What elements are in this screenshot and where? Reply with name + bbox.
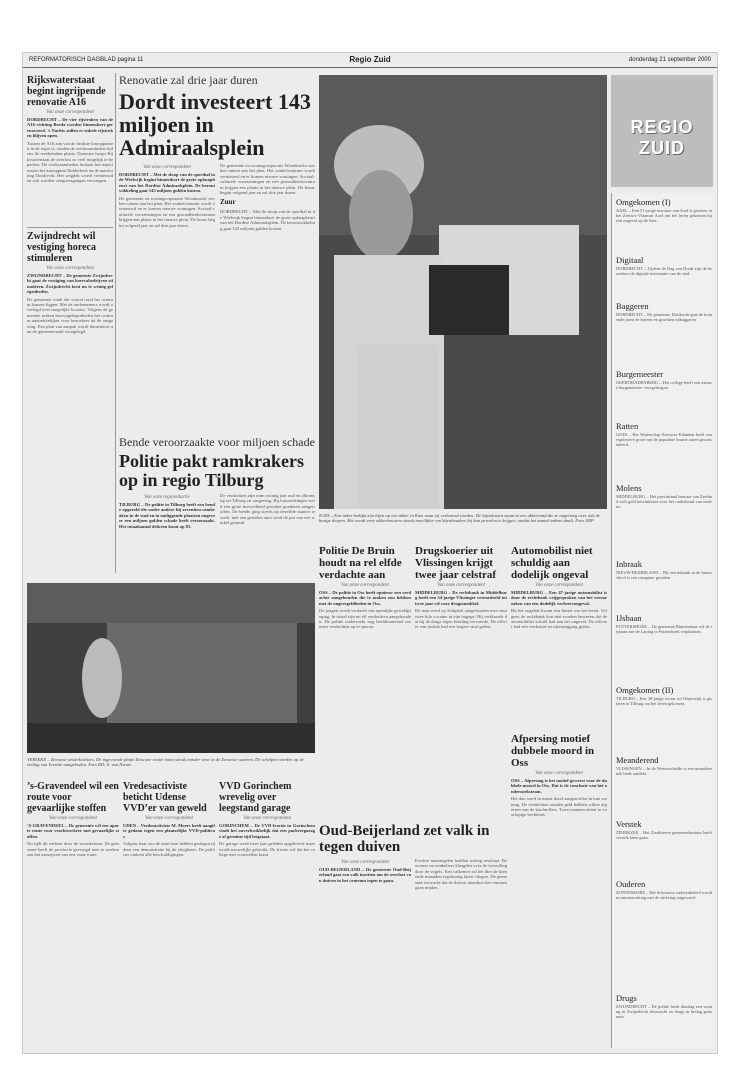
article-lead: TILBURG – De politie in Tilburg heeft een bende opgerold die onder andere bij zeventien ramkraken in de stad en in omliggende plaatsen ongeveer een miljoen gulden schade heeft veroorzaakt. Het totaalaantal delicten komt op 81.: [119, 502, 215, 529]
article-body: De garage werd twee jaar geleden opgeleverd maar wordt nauwelijks gebruikt. De fractie wil dat het college met voorstellen komt.: [219, 841, 315, 858]
article-title: Rijkswaterstaat begint ingrijpende renovatie A16: [27, 75, 106, 108]
article-body: De gemeente vindt dat vooral rond het centrum kansen liggen. Met de ondernemers wordt overlegd over mogelijke locaties. Volgens de gemeente maken horecagelegenheden het centrum aantrekkelijker voor bezoekers uit de omgeving. Een plan van aanpak wordt binnenkort aan de gemeenteraad voorgelegd.: [27, 296, 113, 335]
article-title: Automobilist niet schuldig aan dodelijk ongeval: [511, 545, 593, 581]
article-title: Zwijndrecht wil vestiging horeca stimuleren: [27, 231, 96, 264]
article-kicker: Bende veroorzaakte voor miljoen schade: [119, 435, 315, 449]
news-brief: [616, 559, 712, 580]
caption-credit: Foto RD, A. van Nieuw: [88, 762, 131, 768]
article-byline: Van onze correspondent: [535, 771, 583, 776]
article-lead: OSS – Afpersing is het motief geweest voor de dubbele moord in Oss. Dat is de conclusie van het onderzoeksteam.: [511, 778, 607, 794]
brief-text: TILBURG – Een 38-jarige vrouw uit Oisterwijk is gisteren in Tilburg om het leven gekomen.: [616, 696, 712, 707]
article-lead: OUD-BEIJERLAND – De gemeente Oud-Beijerland gaat een valk inzetten om de overlast van duiven in het centrum tegen te gaan.: [319, 867, 411, 883]
newspaper-page: [22, 52, 718, 1054]
article-vvd-gorinchem: [219, 781, 315, 1049]
article-body: Tussen de A16 aan van de drukste knooppunten in de regio is, vinden de werkzaamheden tijdens de weekeinden plaats. Daarmee hoopt Rijkswaterstaat de overlast zo veel mogelijk te beperken. De werkzaamheden beslaan het traject tussen het knooppunt Ridderkerk en de aansluiting Dordrecht. Het wegdek wordt vernieuwd en ook worden voegovergangen vervangen.: [27, 140, 113, 184]
article-admiraalsplein: [119, 73, 315, 429]
news-brief: [616, 301, 712, 322]
article-drugskoerier: [415, 545, 507, 815]
brief-title: Omgekomen (II): [616, 685, 674, 695]
article-oss-rel: [319, 545, 411, 815]
article-byline: Van onze correspondent: [46, 110, 94, 115]
brief-text: DORDRECHT – Tijdens de Dag van Dordt zijn de bezoekers de digitale informatie van de stad.: [616, 266, 712, 277]
logo-text: REGIO ZUID: [630, 117, 694, 158]
article-body: De man werd op Schiphol aangehouden met ruim twee kilo cocaïne in zijn bagage. Hij verklaarde dat hij de drugs tegen betaling vervoerde. De officier van justitie had een hogere straf geëist.: [415, 608, 507, 630]
oyster-photo: [27, 583, 315, 753]
news-brief: [616, 369, 712, 390]
caption-credit: Foto ANP: [575, 518, 594, 524]
article-byline: Van onze correspondent: [243, 816, 291, 821]
brief-title: Omgekomen (I): [616, 197, 671, 207]
beekeeper-photo: [319, 75, 607, 509]
article-byline: Van onze correspondent: [535, 583, 583, 588]
article-lead: DORDRECHT – De vier rijstroken van de A16 richting Breda worden binnenkort gerenoveerd. ’s Nachts zullen er enkele rijstroken blijven open.: [27, 117, 113, 139]
article-subhead: Zuur: [220, 198, 236, 207]
news-brief: [616, 613, 712, 634]
brief-title: Ouderen: [616, 879, 646, 889]
brief-title: Baggeren: [616, 301, 649, 311]
brief-text: PUTTERSHOEK – De gemeente Binnenmaas wil de ijsbaan aan de Laning in Puttershoek verplaatsen.: [616, 624, 712, 635]
news-brief: [616, 819, 712, 840]
article-byline: Van onze correspondent: [46, 266, 94, 271]
article-byline: Van onze correspondent: [143, 165, 191, 170]
header-left: REFORMATORISCH DAGBLAD pagina 11: [29, 57, 144, 63]
brief-title: Burgemeester: [616, 369, 664, 379]
brief-text: VLISSINGEN – In de Westerschelde is een meanderende beek ontdekt.: [616, 766, 712, 777]
news-brief: [616, 197, 712, 223]
article-byline: Van onze correspondent: [341, 860, 389, 865]
article-body: De verdachten zijn ruim twintig jaar oud en afkomstig uit Tilburg en omgeving. Bij huiszoekingen werd een grote hoeveelheid gestolen goederen aangetroffen. De bende ging steeds op dezelfde manier te werk: met een gestolen auto werd de pui van een winkel geramd.: [220, 493, 315, 526]
article-title: Dordt investeert 143 miljoen in Admiraalsplein: [119, 89, 311, 160]
brief-text: GEERTRUIDENBERG – Het college heeft een nieuwe burgemeester voorgedragen.: [616, 380, 712, 391]
page-header: [23, 53, 717, 68]
brief-title: Drugs: [616, 993, 637, 1003]
brief-text: AXEL – Een 51-jarige inwoner van Axel is gisteren in het Zeeuws-Vlaamse Axel om het leven gekomen bij een ongeval op de fiets.: [616, 208, 712, 224]
article-title: Politie De Bruin houdt na rel elfde verdachte aan: [319, 545, 402, 581]
article-columns: [119, 493, 315, 529]
article-byline: Van onze correspondent: [437, 583, 485, 588]
brief-text: GOES – Het Waterschap Zeeuwse Eilanden heeft een explosieve groei van de populatie bruine ratten geconstateerd.: [616, 432, 712, 448]
article-lead: ’S-GRAVENDEEL – De gemeente wil een aparte route voor vrachtverkeer met gevaarlijke stoffen.: [27, 823, 119, 839]
article-body: Nu rijdt dit verkeer door de woonkernen. De gemeente heeft de provincie gevraagd mee te werken aan het aanwijzen van een vaste route.: [27, 841, 119, 858]
caption-text: YERSEKE – Zeeuwse oesterkwekers. De ingevoerde platte Zeeuwse oester komt steeds minder voor in de Zeeuwse wateren. De schelpen worden op de veiling van Yerseke aangeboden.: [27, 757, 304, 768]
brief-text: DORDRECHT – De gemeente Dordrecht gaat de komende jaren de havens en grachten uitbaggeren.: [616, 312, 712, 323]
article-byline: Van onze correspondent: [145, 816, 193, 821]
article-title: VVD Gorinchem wrevelig over leegstand garage: [219, 781, 292, 814]
beekeeper-illustration: [319, 75, 607, 509]
article-title: Politie pakt ramkrakers op in regio Tilburg: [119, 451, 304, 490]
article-body-continued: De gemeente en woningcorporatie Woonkracht werken samen aan het plan. Het winkelcentrum wordt vernieuwd en er komen nieuwe woningen. Sociaal-culturele voorzieningen en een gezondheidscentrum krijgen een plaats in het nieuwe plein. De bouw begint volgend jaar en zal drie jaar duren.: [220, 163, 315, 196]
article-byline: Van onze correspondent: [341, 583, 389, 588]
article-body: Het duo werd in maart dood aangetroffen in hun woning. De verdachten zouden geld hebben willen afpersen van de slachtoffers. Twee mannen zitten in voorlopige hechtenis.: [511, 796, 607, 818]
article-body-continued-2: DORDRECHT – Met de sloop van de sporthal in de Wielwijk begint binnenkort de grote opknapbeurt van het Dordtse Admiraalsplein. De herontwikkeling gaat 143 miljoen gulden kosten.: [220, 209, 315, 231]
article-zwijndrecht: [27, 231, 113, 529]
article-title: Afpersing motief dubbele moord in Oss: [511, 733, 595, 769]
brief-title: Meanderend: [616, 755, 659, 765]
news-brief: [616, 421, 712, 447]
divider: [27, 227, 113, 228]
article-automobilist: [511, 545, 607, 727]
brief-title: Inbraak: [616, 559, 642, 569]
article-vredesactiviste: [123, 781, 215, 1049]
brief-title: IJsbaan: [616, 613, 642, 623]
article-lead: OSS – De politie in Oss heeft opnieuw een verdachte aangehouden die te maken zou hebben met de ongeregeldheden in Oss.: [319, 590, 411, 606]
brief-title: Verstek: [616, 819, 642, 829]
article-body: Eerdere maatregelen hadden weinig resultaat. Bewoners en winkeliers klaagden over de vervuiling door de vogels. Een valkenier zal het dier de komende maanden regelmatig laten vliegen. De gemeente verwacht dat de duiven daardoor het centrum gaan mijden.: [415, 858, 507, 891]
brief-text: MIDDELBURG – Het provinciaal bestuur van Zeeland stelt geld beschikbaar voor het onderhoud van molens.: [616, 494, 712, 510]
caption-text: KATS – Een imker bekijkt zijn bijen op een akker in Kats waar zij verbouwd worden. De bijenkasten staan in een akkerrand die ze nagenoeg over ook de bezige dorpen. Het wordt voor akkerbouwers steeds moeilijker om bijenhouders bij hun percelen te krijgen, omdat het aantal imkers daalt.: [319, 513, 600, 524]
article-columns: [319, 858, 507, 890]
article-lead: MIDDELBURG – De rechtbank in Middelburg heeft een 34-jarige Vlissinger veroordeeld tot twee jaar cel voor drugssmokkel.: [415, 590, 507, 606]
article-lead: ZWIJNDRECHT – De gemeente Zwijndrecht gaat de vestiging van horecabedrijven stimuleren. Zwijndrecht kent nu te weinig gelegenheden.: [27, 273, 113, 295]
article-lead: MIDDELBURG – Een 47-jarige automobilist is door de rechtbank vrijgesproken van het veroorzaken van een dodelijk verkeersongeval.: [511, 590, 607, 606]
news-briefs-sidebar: [611, 193, 714, 1048]
news-brief: [616, 255, 712, 276]
article-body: Bij het ongeluk kwam een fietser om het leven. Volgens de rechtbank kon niet worden bewezen dat de automobilist schuld had aan het ongeval. De officier had een werkstraf en rijontzegging geëist.: [511, 608, 607, 630]
header-section: Regio Zuid: [349, 55, 391, 64]
article-afpersing: [511, 733, 607, 1049]
article-title: Vredesactiviste beticht Udense VVD’er van geweld: [123, 781, 207, 814]
news-brief: [616, 993, 712, 1019]
article-oud-beijerland: [319, 823, 507, 1049]
article-title: ’s-Gravendeel wil een route voor gevaarlijke stoffen: [27, 781, 119, 814]
article-s-gravendeel: [27, 781, 119, 1049]
news-brief: [616, 755, 712, 776]
regio-logo: [611, 75, 713, 187]
article-byline: Van onze regioredactie: [144, 495, 190, 500]
column-divider: [115, 73, 116, 573]
article-kicker: Renovatie zal drie jaar duren: [119, 73, 258, 87]
article-lead: UDEN – Vredesactiviste M. Moers heeft aangifte gedaan tegen een plaatselijke VVD-politicus.: [123, 823, 215, 839]
header-date: donderdag 21 september 2000: [628, 57, 711, 63]
photo-caption: [319, 513, 607, 539]
article-body: Volgens haar zou de man haar hebben geslagen tijdens een demonstratie bij de vliegbasis. De politicus ontkent alle beschuldigingen.: [123, 841, 215, 858]
article-lead: GORINCHEM – De VVD-fractie in Gorinchem vindt het onverkwikkelijk dat een parkeergarage al geruime tijd leegstaat.: [219, 823, 315, 839]
brief-text: ZONNEMAIRE – Het Schouwse ouderenbeleid wordt in samenwerking met de stichting uitgevoerd.: [616, 890, 712, 901]
news-brief: [616, 685, 712, 706]
article-body: De jongen wordt verdacht van openlijke geweldpleging. In totaal zijn nu elf verdachten aangehouden. De politie onderzoekt nog beeldmateriaal om meer verdachten op te sporen.: [319, 608, 411, 630]
brief-text: ZWIJNDRECHT – De politie heeft dinsdag een woning in Zwijndrecht doorzocht en drugs in beslag genomen.: [616, 1004, 712, 1020]
article-body: De gemeente en woningcorporatie Woonkracht werken samen aan het plan. Het winkelcentrum wordt vernieuwd en er komen nieuwe woningen. Sociaal-culturele voorzieningen en een gezondheidscentrum krijgen een plaats in het nieuwe plein. De bouw begint volgend jaar en zal drie jaar duren.: [119, 195, 215, 228]
brief-title: Digitaal: [616, 255, 644, 265]
brief-title: Molens: [616, 483, 642, 493]
article-title: Oud-Beijerland zet valk in tegen duiven: [319, 823, 490, 855]
article-byline: Van onze correspondent: [49, 816, 97, 821]
oyster-caption: [27, 757, 315, 775]
brief-text: ZIERIKZEE – Het Zierikzeese gemeentebestuur heeft verstek laten gaan.: [616, 830, 712, 841]
news-brief: [616, 483, 712, 509]
brief-text: NIEUW-BEIJERLAND – Bij een inbraak in de basisschool is een computer gestolen.: [616, 570, 712, 581]
article-title: Drugskoerier uit Vlissingen krijgt twee jaar celstraf: [415, 545, 497, 581]
oyster-illustration: [27, 583, 315, 753]
article-a16: [27, 75, 113, 225]
news-brief: [616, 879, 712, 900]
article-columns: [119, 163, 315, 231]
brief-title: Ratten: [616, 421, 639, 431]
article-lead: DORDRECHT – Met de sloop van de sporthal in de Wielwijk begint binnenkort de grote opknapbeurt van het Dordtse Admiraalsplein. De herontwikkeling gaat 143 miljoen gulden kosten.: [119, 172, 215, 194]
